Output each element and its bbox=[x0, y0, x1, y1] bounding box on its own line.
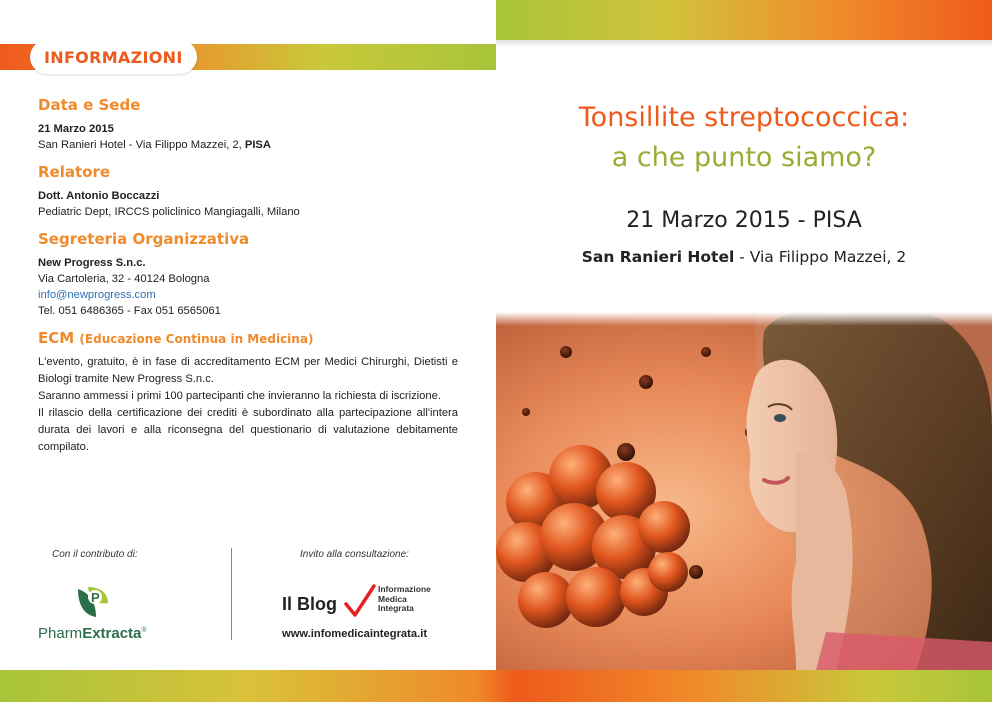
event-venue-name: San Ranieri Hotel bbox=[581, 248, 735, 266]
event-title-line1: Tonsillite streptococcica: bbox=[578, 102, 910, 133]
relatore-section bbox=[38, 163, 458, 220]
pharmextracta-logo bbox=[38, 625, 147, 642]
cover-illustration bbox=[496, 312, 992, 670]
contrib-label: Con il contributo di: bbox=[52, 549, 138, 560]
venue-city-text: PISA bbox=[244, 139, 271, 151]
right-top-color-band bbox=[496, 0, 992, 40]
ecm-paragraph-3: Il rilascio della certificazione dei crediti è subordinato alla partecipazione all'intera durata dei lavori e alla riconsegna del questionario di valutazione debitamente compilato. bbox=[38, 407, 458, 453]
pharm-logo-part2: Extracta bbox=[82, 625, 142, 642]
organizer-email-link[interactable]: info@newprogress.com bbox=[38, 289, 156, 301]
pharm-logo-part1: Pharm bbox=[38, 625, 83, 642]
event-title bbox=[496, 98, 992, 178]
infomedica-blog-logo bbox=[282, 582, 462, 644]
speaker-affiliation: Pediatric Dept, IRCCS policlinico Mangiagalli, Milano bbox=[38, 206, 300, 218]
invite-label: Invito alla consultazione: bbox=[300, 549, 409, 560]
organizer-company: New Progress S.n.c. bbox=[38, 257, 146, 269]
informazioni-label: INFORMAZIONI bbox=[44, 47, 183, 67]
event-venue-address: - Via Filippo Mazzei, 2 bbox=[734, 248, 907, 266]
segreteria-heading: Segreteria Organizzativa bbox=[38, 230, 250, 248]
sponsor-divider bbox=[231, 548, 232, 640]
event-venue bbox=[496, 248, 992, 266]
venue-address-text: San Ranieri Hotel - Via Filippo Mazzei, 2, bbox=[38, 139, 242, 151]
bacteria-and-child-image bbox=[496, 312, 992, 670]
event-title-line2: a che punto siamo? bbox=[611, 142, 877, 173]
ecm-heading-main: ECM bbox=[38, 329, 75, 347]
blog-name: Il Blog bbox=[282, 594, 337, 614]
speaker-name: Dott. Antonio Boccazzi bbox=[38, 190, 160, 202]
organizer-phone: Tel. 051 6486365 - Fax 051 6565061 bbox=[38, 305, 221, 317]
venue-address-line bbox=[38, 137, 458, 153]
blog-tagline-2: Medica bbox=[378, 593, 407, 604]
info-column bbox=[38, 96, 458, 466]
ecm-paragraph-2: Saranno ammessi i primi 100 partecipanti che invieranno la richiesta di iscrizione. bbox=[38, 390, 441, 402]
segreteria-section bbox=[38, 230, 458, 319]
event-date-text: 21 Marzo 2015 bbox=[38, 123, 114, 135]
checkmark-icon bbox=[344, 584, 376, 618]
data-sede-section bbox=[38, 96, 458, 153]
blog-url-link[interactable]: www.infomedicaintegrata.it bbox=[282, 628, 428, 640]
event-date-city: 21 Marzo 2015 - PISA bbox=[626, 208, 862, 233]
bottom-color-band bbox=[0, 670, 992, 702]
data-sede-heading: Data e Sede bbox=[38, 96, 141, 114]
blog-tagline-3: Integrata bbox=[378, 603, 414, 613]
informazioni-badge bbox=[30, 40, 197, 74]
blog-tagline-1: Informazione bbox=[378, 584, 431, 594]
ecm-section bbox=[38, 329, 458, 456]
relatore-heading: Relatore bbox=[38, 163, 111, 181]
ecm-paragraph-1: L'evento, gratuito, è in fase di accreditamento ECM per Medici Chirurghi, Dietisti e Biologi tramite New Progress S.n.c. bbox=[38, 356, 458, 385]
pharmextracta-leaf-icon bbox=[74, 583, 110, 619]
ecm-heading bbox=[38, 329, 458, 347]
svg-text:P: P bbox=[91, 590, 100, 605]
ecm-heading-detail: (Educazione Continua in Medicina) bbox=[79, 332, 314, 346]
organizer-address: Via Cartoleria, 32 - 40124 Bologna bbox=[38, 273, 210, 285]
blog-tagline bbox=[378, 585, 431, 614]
pharm-reg-mark: ® bbox=[141, 627, 147, 634]
